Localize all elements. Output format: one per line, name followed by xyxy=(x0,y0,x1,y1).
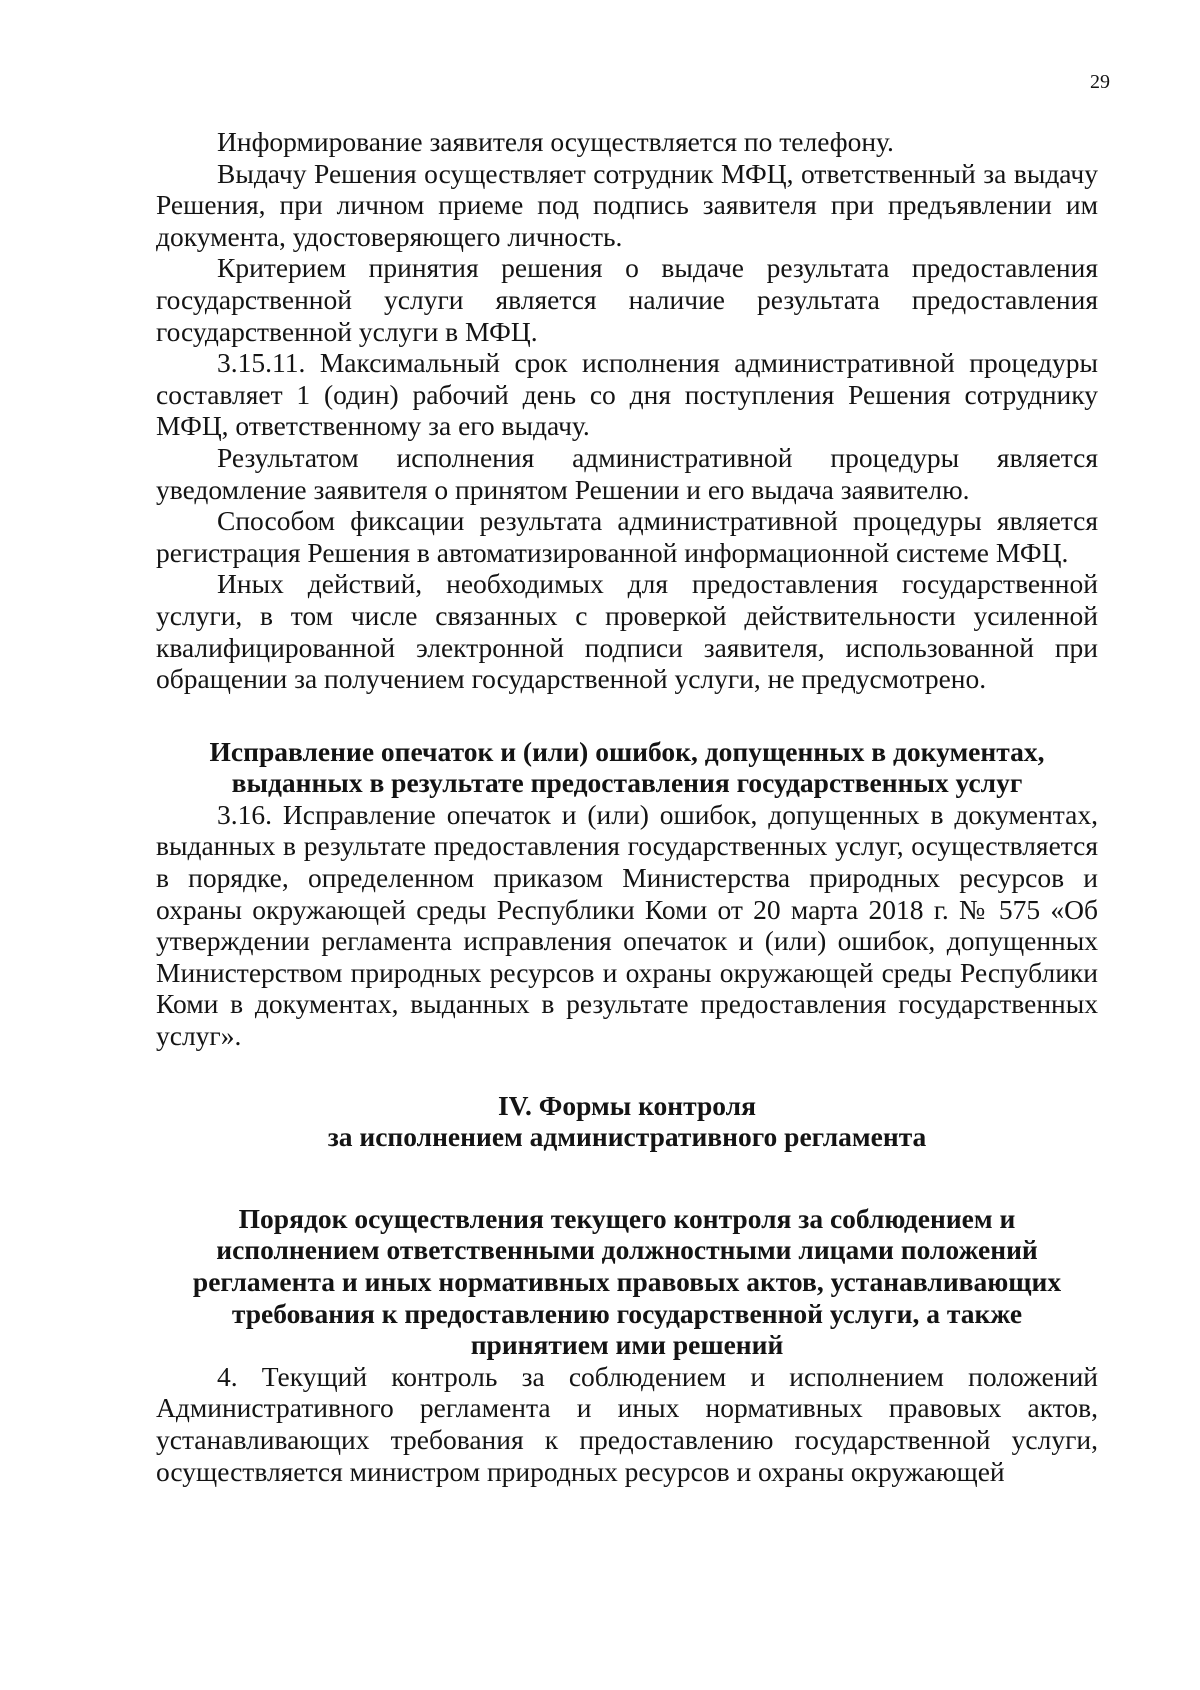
page-number: 29 xyxy=(1090,71,1110,93)
heading-current-control-procedure: Порядок осуществления текущего контроля за соблюдением и исполнением ответственными должностными лицами положений регламента и иных нормативных правовых актов, устанавливающих требования к предоставлению государственной услуги, а также принятием ими решений xyxy=(192,1202,1062,1361)
paragraph-issuance-of-decision: Выдачу Решения осуществляет сотрудник МФЦ, ответственный за выдачу Решения, при личном приеме под подпись заявителя при предъявлении им документа, удостоверяющего личность. xyxy=(156,157,1098,252)
paragraph-result-recording-method: Способом фиксации результата административной процедуры является регистрация Решения в автоматизированной информационной системе МФЦ. xyxy=(156,505,1098,568)
paragraph-no-other-actions: Иных действий, необходимых для предоставления государственной услуги, в том числе связанных с проверкой действительности усиленной квалифицированной электронной подписи заявителя, использованной при обращении за получением государственной услуги, не предусмотрено. xyxy=(156,568,1098,695)
heading-section-iv-title: IV. Формы контроля xyxy=(497,1089,756,1121)
document-body xyxy=(156,126,1098,1487)
paragraph-informing-by-phone: Информирование заявителя осуществляется по телефону. xyxy=(217,126,894,157)
spacer xyxy=(156,1153,1098,1203)
spacer xyxy=(156,695,1098,736)
heading-section-iv-subtitle: за исполнением административного регламента xyxy=(327,1121,927,1153)
paragraph-4-current-control: 4. Текущий контроль за соблюдением и исполнением положений Административного регламента и иных нормативных правовых актов, устанавливающих требования к предоставлению государственной услуги, осуществляется министром природных ресурсов и охраны окружающей xyxy=(156,1360,1098,1487)
spacer xyxy=(156,1052,1098,1090)
paragraph-3-16-corrections: 3.16. Исправление опечаток и (или) ошибок, допущенных в документах, выданных в результате предоставления государственных услуг, осуществляется в порядке, определенном приказом Министерства природных ресурсов и охраны окружающей среды Республики Коми от 20 марта 2018 г. № 575 «Об утверждении регламента исправления опечаток и (или) ошибок, допущенных Министерством природных ресурсов и охраны окружающей среды Республики Коми в документах, выданных в результате предоставления государственных услуг». xyxy=(156,798,1098,1052)
paragraph-decision-criterion: Критерием принятия решения о выдаче результата предоставления государственной услуги является наличие результата предоставления государственной услуги в МФЦ. xyxy=(156,252,1098,347)
paragraph-3-15-11-max-term: 3.15.11. Максимальный срок исполнения административной процедуры составляет 1 (один) рабочий день со дня поступления Решения сотруднику МФЦ, ответственному за его выдачу. xyxy=(156,347,1098,442)
paragraph-procedure-result: Результатом исполнения административной процедуры является уведомление заявителя о принятом Решении и его выдача заявителю. xyxy=(156,441,1098,505)
heading-corrections-of-errors: Исправление опечаток и (или) ошибок, допущенных в документах, выданных в результате предоставления государственных услуг xyxy=(209,735,1045,799)
